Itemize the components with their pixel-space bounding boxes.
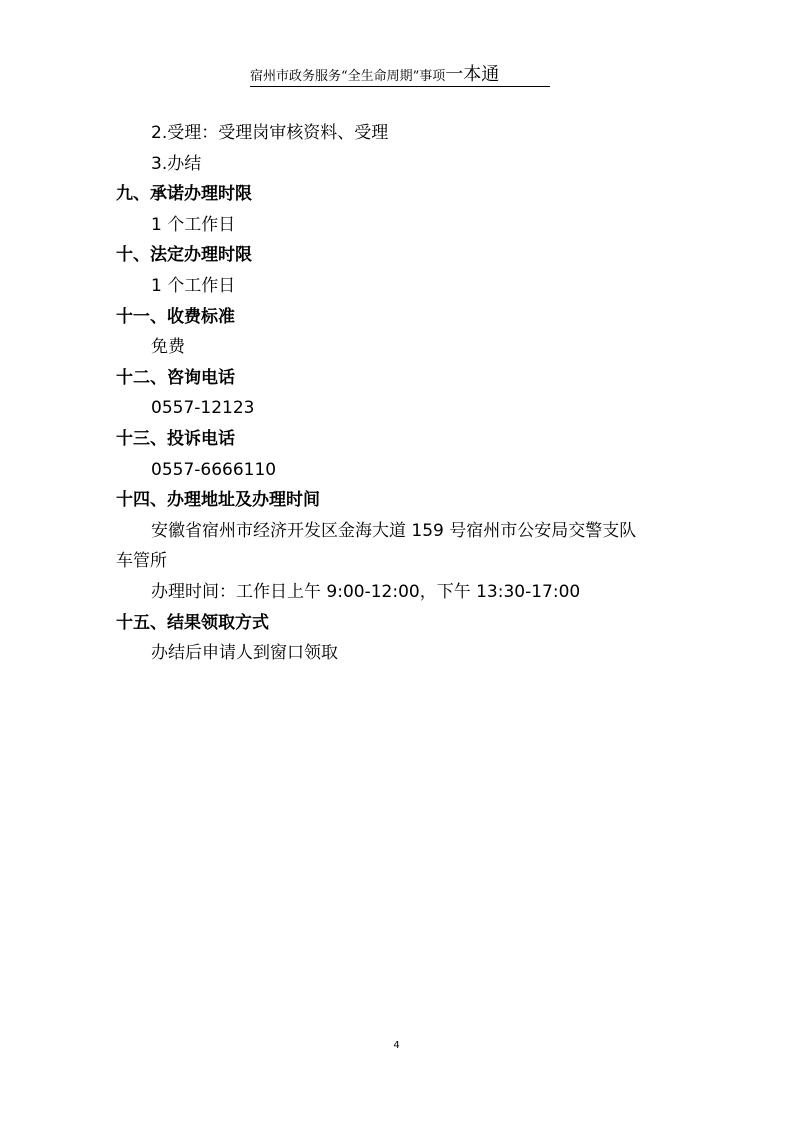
- address-line-1: 安徽省宿州市经济开发区金海大道 159 号宿州市公安局交警支队: [151, 520, 637, 541]
- document-body: [116, 118, 686, 669]
- page-header: [250, 60, 550, 87]
- section-heading-fee-standard: 十一、收费标准: [116, 306, 235, 327]
- legal-time-value: 1 个工作日: [151, 275, 236, 296]
- result-pickup-value: 办结后申请人到窗口领取: [151, 643, 338, 664]
- office-hours: 办理时间：工作日上午 9:00-12:00，下午 13:30-17:00: [151, 581, 581, 602]
- header-title-tail: 一本通: [445, 64, 500, 85]
- section-heading-complaint-phone: 十三、投诉电话: [116, 428, 235, 449]
- section-heading-consult-phone: 十二、咨询电话: [116, 367, 235, 388]
- page-number: 4: [393, 1040, 400, 1051]
- fee-standard-value: 免费: [151, 337, 185, 358]
- process-step-3: 3.办结: [151, 153, 202, 174]
- complaint-phone-value: 0557-6666110: [151, 459, 277, 480]
- header-title: 宿州市政务服务“全生命周期”事项: [250, 69, 446, 84]
- address-line-2: 车管所: [116, 551, 167, 572]
- consult-phone-value: 0557-12123: [151, 398, 255, 419]
- section-heading-legal-time: 十、法定办理时限: [116, 245, 252, 266]
- section-heading-address-hours: 十四、办理地址及办理时间: [116, 490, 320, 511]
- promised-time-value: 1 个工作日: [151, 214, 236, 235]
- section-heading-promised-time: 九、承诺办理时限: [116, 184, 252, 205]
- section-heading-result-pickup: 十五、结果领取方式: [116, 612, 269, 633]
- process-step-2: 2.受理：受理岗审核资料、受理: [151, 123, 389, 143]
